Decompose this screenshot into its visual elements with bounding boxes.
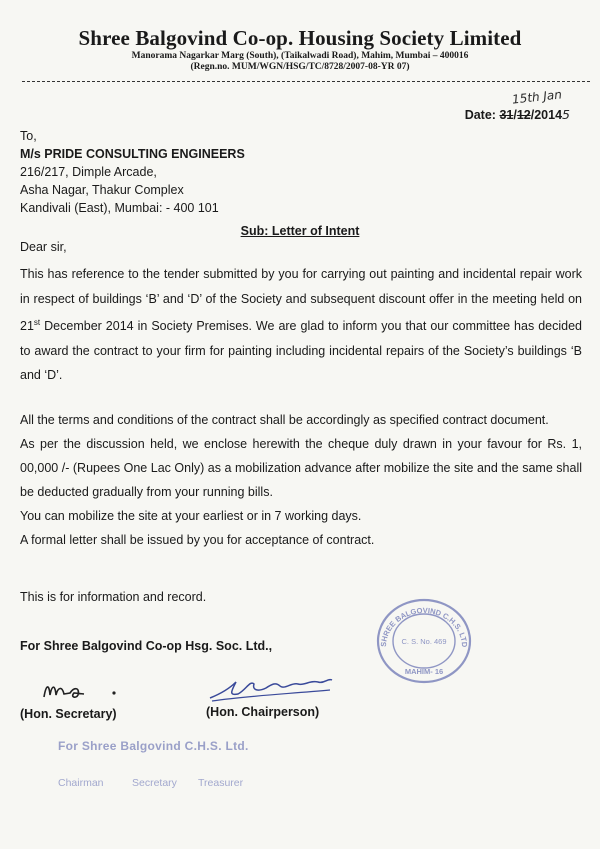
seal-bottom-text: MAHIM- 16 — [404, 667, 444, 676]
society-round-seal — [374, 597, 474, 685]
recipient-block — [20, 127, 245, 217]
secretary-signature — [40, 677, 130, 705]
recipient-line3: Kandivali (East), Mumbai: - 400 101 — [20, 201, 219, 215]
closing-line: This is for information and record. — [20, 590, 207, 604]
secretary-label: (Hon. Secretary) — [20, 707, 117, 721]
letterhead-title: Shree Balgovind Co-op. Housing Society Limited — [78, 26, 522, 50]
recipient-line1: 216/217, Dimple Arcade, — [20, 165, 157, 179]
handwritten-date: 15th Jan — [511, 87, 563, 107]
seal-center-text: C. S. No. 469 — [401, 637, 447, 646]
date-line: Date: 31/12/20145 — [464, 107, 570, 122]
date-month-struck: 12 — [516, 108, 531, 122]
header-divider — [22, 81, 590, 82]
paragraph-cheque: As per the discussion held, we enclose herewith the cheque duly drawn in your favour for Rs. 1, 00,000 /- (Rupees One Lac Only) as a mobilization advance after mobilize the site and the same shall be deducted gradually from your running bills. — [20, 437, 582, 499]
paragraph-tender-reference — [20, 262, 582, 388]
paragraph1-continuation: December 2014 in Society Premises. We are glad to inform you that our committee has decided to award the contract to your firm for painting including incidental repairs of the Society’s buildings ‘B and ‘D’. — [20, 319, 582, 383]
ordinal-suffix: st — [33, 318, 41, 327]
chairperson-label: (Hon. Chairperson) — [206, 705, 320, 719]
letterhead-address: Manorama Nagarkar Marg (South), (Taikalwadi Road), Mahim, Mumbai – 400016 — [131, 51, 469, 61]
date-year-correction: 5 — [562, 107, 570, 122]
rubber-stamp-for-line: For Shree Balgovind C.H.S. Ltd. — [58, 739, 249, 753]
recipient-firm: M/s PRIDE CONSULTING ENGINEERS — [20, 147, 245, 161]
rubber-stamp-chairman: Chairman — [58, 777, 104, 789]
subject-line: Sub: Letter of Intent — [240, 224, 360, 238]
recipient-to: To, — [20, 129, 37, 143]
for-society-line: For Shree Balgovind Co-op Hsg. Soc. Ltd., — [20, 639, 273, 653]
paragraph-terms: All the terms and conditions of the contract shall be accordingly as specified contract document. — [20, 413, 549, 427]
date-day-struck: 31 — [499, 108, 514, 122]
recipient-line2: Asha Nagar, Thakur Complex — [20, 183, 184, 197]
paragraph1-text: This has reference to the tender submitted by you for carrying out painting and incidental repair work in respect of buildings ‘B’ and ‘D’ of the Society and subsequent discount offer in the meeting held on 21 — [20, 267, 582, 334]
chairperson-signature — [206, 672, 336, 704]
paragraph-formal-letter: A formal letter shall be issued by you for acceptance of contract. — [20, 533, 375, 547]
seal-ring-text: SHREE BALGOVIND C.H.S. LTD — [378, 605, 470, 648]
paragraph-terms-block — [20, 408, 582, 552]
rubber-stamp-secretary: Secretary — [132, 777, 177, 789]
date-year: 2014 — [534, 108, 563, 122]
date-label: Date: — [464, 108, 496, 122]
rubber-stamp-treasurer: Treasurer — [198, 777, 244, 789]
paragraph-mobilize: You can mobilize the site at your earliest or in 7 working days. — [20, 509, 362, 523]
letterhead-registration: (Regn.no. MUM/WGN/HSG/TC/8728/2007-08-YR 07) — [190, 62, 410, 72]
salutation: Dear sir, — [20, 240, 67, 254]
